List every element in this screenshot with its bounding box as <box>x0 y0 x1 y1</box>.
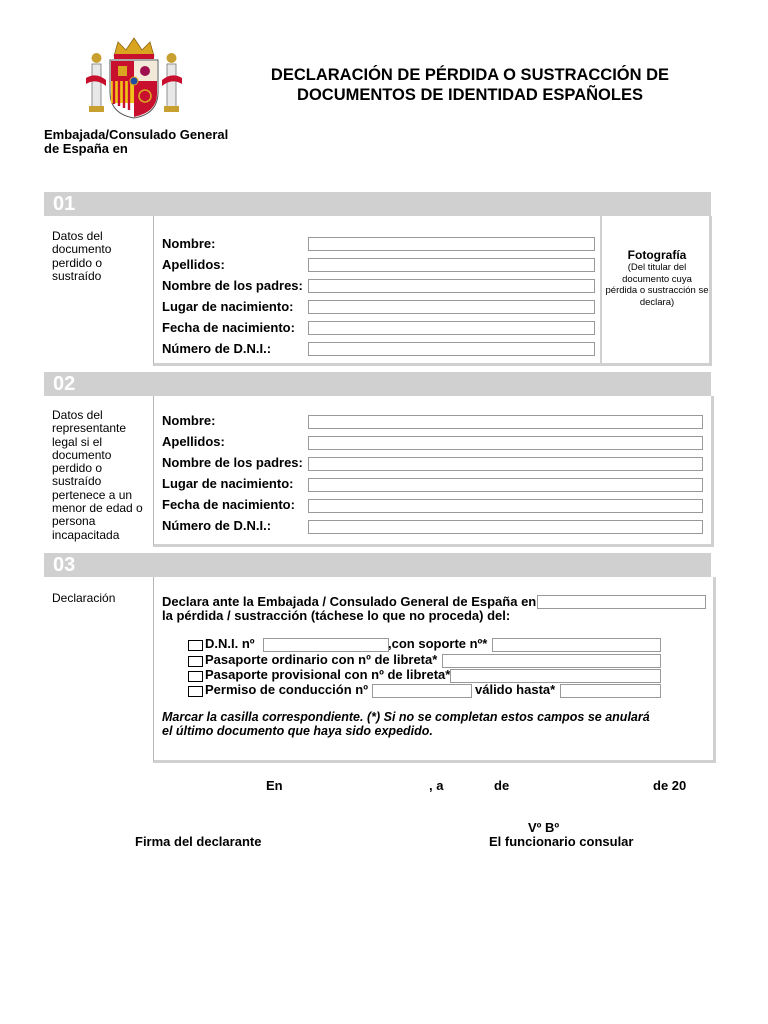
vobo-label: Vº Bº <box>528 820 560 835</box>
photo-note: (Del titular del documento cuya pérdida o sustracción se declara) <box>605 262 709 308</box>
note-line-2: el último documento que haya sido expedido. <box>162 724 433 738</box>
s01-label-lugar: Lugar de nacimiento: <box>162 299 294 314</box>
s02-label-dni: Número de D.N.I.: <box>162 518 272 533</box>
s01-lugar-field[interactable] <box>308 300 595 314</box>
s01-label-dni: Número de D.N.I.: <box>162 341 272 356</box>
s02-label-fecha: Fecha de nacimiento: <box>162 497 295 512</box>
note-line-1: Marcar la casilla correspondiente. (*) Si no se completan estos campos se anulará <box>162 710 650 724</box>
section-number: 02 <box>53 373 76 395</box>
s01-apellidos-field[interactable] <box>308 258 595 272</box>
soporte-label: ,con soporte nº* <box>388 636 488 651</box>
section-03-side-text: Declaración <box>52 591 116 605</box>
section-02-side-text: Datos del representante legal si el documento perdido o sustraído pertenece a un menor de edad o persona incapacitada <box>52 408 143 542</box>
embassy-label: Embajada/Consulado General de España en <box>44 127 229 156</box>
photo-title: Fotografía <box>627 248 687 262</box>
s01-padres-field[interactable] <box>308 279 595 293</box>
section-number: 03 <box>53 554 76 576</box>
month-de-label: de <box>494 778 510 793</box>
permiso-number-field[interactable] <box>372 684 472 698</box>
s02-label-padres: Nombre de los padres: <box>162 455 303 470</box>
pasaporte-provisional-label: Pasaporte provisional con nº de libreta* <box>205 667 451 682</box>
s01-nombre-field[interactable] <box>308 237 595 251</box>
s01-label-apellidos: Apellidos: <box>162 257 225 272</box>
embassy-city-field[interactable] <box>537 595 706 609</box>
pasaporte-ordinario-field[interactable] <box>442 654 661 668</box>
s02-label-nombre: Nombre: <box>162 413 216 428</box>
pasaporte-provisional-checkbox[interactable] <box>188 671 203 682</box>
s01-fecha-field[interactable] <box>308 321 595 335</box>
section-01-side-text: Datos del documento perdido o sustraído <box>52 229 112 283</box>
permiso-checkbox[interactable] <box>188 686 203 697</box>
dni-number-field[interactable] <box>263 638 389 652</box>
s01-label-fecha: Fecha de nacimiento: <box>162 320 295 335</box>
dni-checkbox[interactable] <box>188 640 203 651</box>
s01-dni-field[interactable] <box>308 342 595 356</box>
permiso-label: Permiso de conducción nº <box>205 682 368 697</box>
declaration-intro-line-2: la pérdida / sustracción (táchese lo que no proceda) del: <box>162 608 511 623</box>
valido-hasta-field[interactable] <box>560 684 661 698</box>
s02-lugar-field[interactable] <box>308 478 703 492</box>
s02-dni-field[interactable] <box>308 520 703 534</box>
s02-nombre-field[interactable] <box>308 415 703 429</box>
pasaporte-provisional-field[interactable] <box>450 669 661 683</box>
section-number: 01 <box>53 193 76 215</box>
dni-label: D.N.I. nº <box>205 636 255 651</box>
pasaporte-ordinario-label: Pasaporte ordinario con nº de libreta* <box>205 652 438 667</box>
year-label: de 20 <box>653 778 687 793</box>
s02-fecha-field[interactable] <box>308 499 703 513</box>
title-line-2: DOCUMENTOS DE IDENTIDAD ESPAÑOLES <box>297 86 643 104</box>
section-03-header <box>44 553 711 577</box>
section-02-header <box>44 372 711 396</box>
s01-label-padres: Nombre de los padres: <box>162 278 303 293</box>
section-01-header <box>44 192 711 216</box>
s02-label-apellidos: Apellidos: <box>162 434 225 449</box>
declarant-signature-label: Firma del declarante <box>135 834 262 849</box>
place-label: En <box>266 778 283 793</box>
document-title <box>230 65 710 105</box>
photo-box <box>605 248 709 308</box>
title-line-1: DECLARACIÓN DE PÉRDIDA O SUSTRACCIÓN DE <box>270 66 670 84</box>
photo-divider <box>600 216 602 363</box>
consular-official-label: El funcionario consular <box>489 834 634 849</box>
s02-padres-field[interactable] <box>308 457 703 471</box>
coat-of-arms-logo <box>84 34 184 120</box>
s02-apellidos-field[interactable] <box>308 436 703 450</box>
valido-hasta-label: válido hasta* <box>475 682 556 697</box>
declaration-intro-line-1: Declara ante la Embajada / Consulado General de España en <box>162 594 537 609</box>
pasaporte-ordinario-checkbox[interactable] <box>188 656 203 667</box>
date-a-label: , a <box>429 778 444 793</box>
soporte-field[interactable] <box>492 638 661 652</box>
s02-label-lugar: Lugar de nacimiento: <box>162 476 294 491</box>
s01-label-nombre: Nombre: <box>162 236 216 251</box>
